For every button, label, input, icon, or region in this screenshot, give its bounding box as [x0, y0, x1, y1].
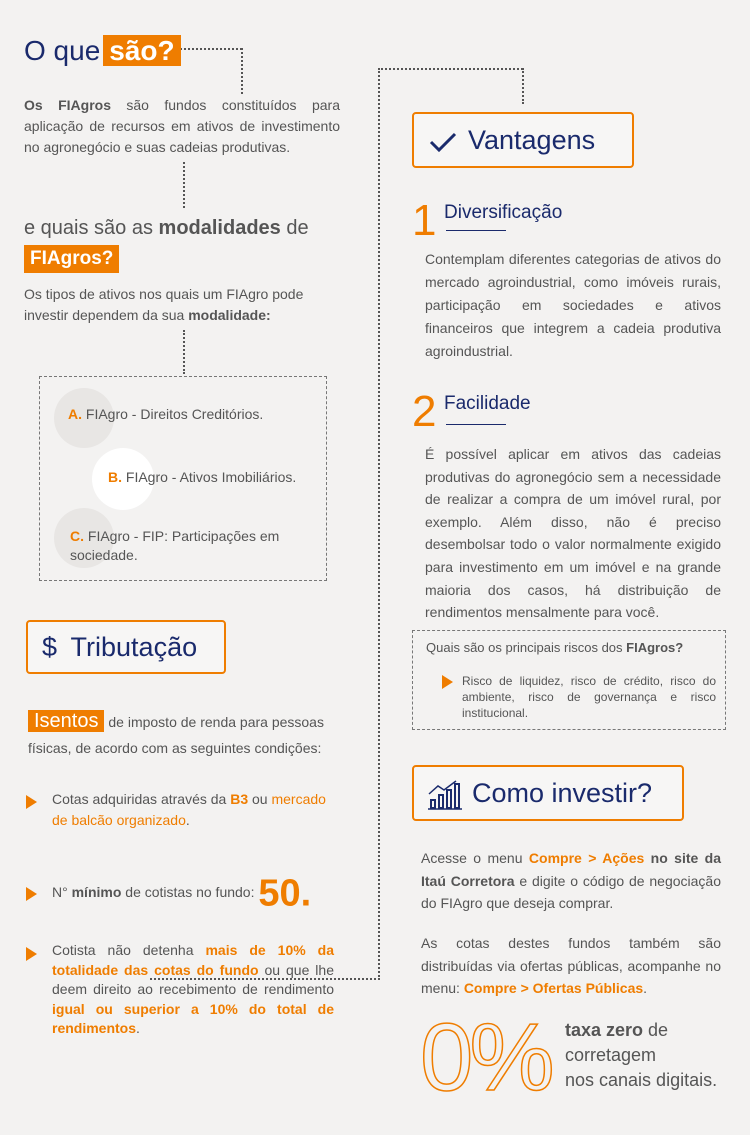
tributacao-label: Tributação	[70, 632, 198, 662]
connector-line	[378, 68, 380, 980]
riscos-question	[426, 640, 683, 655]
check-icon	[428, 131, 458, 153]
cond1-a: Cotas adquiridas através da	[52, 791, 231, 807]
como-p2-c: .	[643, 980, 648, 996]
isentos-line	[28, 708, 324, 735]
isentos-highlight: Isentos	[28, 710, 104, 732]
zero-text	[565, 1018, 717, 1093]
tributacao-heading	[42, 630, 197, 664]
title-underline	[446, 230, 506, 231]
modalidade-b-letter: B.	[108, 469, 122, 485]
dollar-icon: $	[42, 632, 58, 662]
title-underline	[446, 424, 506, 425]
como-p1-a: Acesse o menu	[421, 850, 529, 866]
como-investir-p1	[421, 847, 721, 915]
modalidades-bold: modalidades	[158, 217, 281, 239]
cond1-c: ou	[248, 791, 272, 807]
como-investir-heading	[428, 776, 652, 810]
bullet-arrow-icon	[26, 887, 37, 901]
connector-line	[172, 48, 242, 50]
como-p2-menu: Compre > Ofertas Públicas	[463, 980, 644, 996]
cond3-b: mais de 10% da totalidade das cotas do fundo	[52, 942, 334, 978]
cond1-e: .	[185, 812, 190, 828]
vantagens-label: Vantagens	[468, 125, 596, 155]
chart-growth-icon	[428, 780, 462, 810]
modalidade-c	[70, 527, 310, 565]
intro-rest: são fundos constituídos para aplicação de recursos em ativos de investimento no agronegócio e suas cadeias produtivas.	[24, 97, 340, 155]
vantagem-1-number: 1	[412, 196, 437, 245]
vantagem-1-text: Contemplam diferentes categorias de ativos do mercado agroindustrial, como imóveis rurais, participação em sociedades e ativos financeiros que integrem a cadeia produtiva agroindustrial.	[425, 251, 721, 359]
modalidades-post: de	[280, 217, 309, 239]
modalidades-text	[24, 284, 340, 326]
bullet-arrow-icon	[26, 795, 37, 809]
zero-line3: nos canais digitais.	[565, 1070, 718, 1090]
zero-line2: corretagem	[565, 1045, 657, 1065]
connector-line	[378, 68, 523, 70]
riscos-question-pre: Quais são os principais riscos dos	[426, 640, 627, 655]
vantagem-2-text: É possível aplicar em ativos das cadeias produtivas do agronegócio sem a necessidade de realizar a compra de um imóvel rural, por exemplo. Além disso, não é preciso desembolsar todo o valor normalmente exigido para investimento em um imóvel e na grande maioria dos casos, há distribuição de rendimentos mensalmente para você.	[425, 446, 721, 621]
connector-line	[183, 162, 185, 208]
cond3-a: Cotista não detenha	[52, 942, 206, 958]
intro-text	[24, 95, 340, 158]
oque-heading	[24, 34, 181, 68]
vantagem-1-title: Diversificação	[444, 202, 563, 223]
vantagens-heading	[428, 123, 595, 157]
oque-highlight: são?	[103, 35, 180, 66]
cond2-bold: mínimo	[71, 884, 122, 900]
condicao-2	[52, 872, 311, 913]
modalidade-c-letter: C.	[70, 528, 84, 544]
modalidades-pre: e quais são as	[24, 217, 159, 239]
cond3-e: .	[136, 1020, 140, 1036]
modalidade-b	[108, 469, 296, 485]
bullet-arrow-icon	[26, 947, 37, 961]
cond1-mercado: mercado de balcão organizado	[52, 791, 326, 828]
oque-pre: O que	[24, 35, 101, 66]
riscos-text: Risco de liquidez, risco de crédito, risco do ambiente, risco de governança e risco institucional.	[462, 674, 716, 720]
modalidade-a-text: FIAgro - Direitos Creditórios.	[82, 406, 264, 422]
condicao-3	[52, 941, 334, 1039]
cond1-b3: B3	[230, 791, 249, 807]
como-p1-menu: Compre > Ações	[528, 850, 645, 866]
vantagem-2-number: 2	[412, 387, 437, 436]
modalidades-text-bold: modalidade:	[188, 307, 271, 323]
zero-percent-big: 0%	[420, 1004, 551, 1111]
connector-line	[522, 68, 524, 104]
modalidade-a	[68, 406, 263, 422]
isentos-line2: físicas, de acordo com as seguintes condições:	[28, 740, 322, 756]
zero-line1	[565, 1018, 717, 1043]
connector-line	[241, 48, 243, 94]
zero-bold: taxa zero	[565, 1020, 644, 1040]
fiagros-highlight: FIAgros?	[24, 245, 119, 273]
modalidade-b-text: FIAgro - Ativos Imobiliários.	[122, 469, 297, 485]
intro-bold: Os FIAgros	[24, 97, 111, 113]
como-p1-site: no site da Itaú Corretora	[421, 850, 722, 889]
modalidades-text-pre: Os tipos de ativos nos quais um FIAgro pode investir dependem da sua	[24, 286, 304, 323]
cond2-number: 50.	[258, 872, 312, 915]
como-p2-a: As cotas destes fundos também são distribuídas via ofertas públicas, acompanhe no menu:	[421, 935, 721, 996]
cond2-c: de cotistas no fundo:	[121, 884, 255, 900]
como-investir-label: Como investir?	[472, 778, 653, 808]
como-p1-d: e digite o código de negociação do FIAgro que deseja comprar.	[421, 872, 721, 911]
connector-line	[183, 330, 185, 374]
cond3-c: ou que lhe deem direito ao recebimento de rendimento	[52, 961, 334, 997]
condicao-1	[52, 789, 342, 831]
isentos-text1: de imposto de renda para pessoas	[104, 714, 324, 730]
cond2-a: N°	[52, 884, 72, 900]
cond3-d: igual ou superior a 10% do total de rendimentos	[52, 1000, 334, 1036]
riscos-question-bold: FIAgros?	[626, 640, 684, 655]
modalidade-c-text: FIAgro - FIP: Participações em sociedade.	[70, 528, 280, 563]
bullet-arrow-icon	[442, 675, 453, 689]
modalidade-a-letter: A.	[68, 406, 82, 422]
zero-t1: de	[643, 1020, 669, 1040]
como-investir-p2	[421, 932, 721, 1000]
modalidades-heading	[24, 214, 309, 242]
vantagem-2-title: Facilidade	[444, 393, 531, 414]
